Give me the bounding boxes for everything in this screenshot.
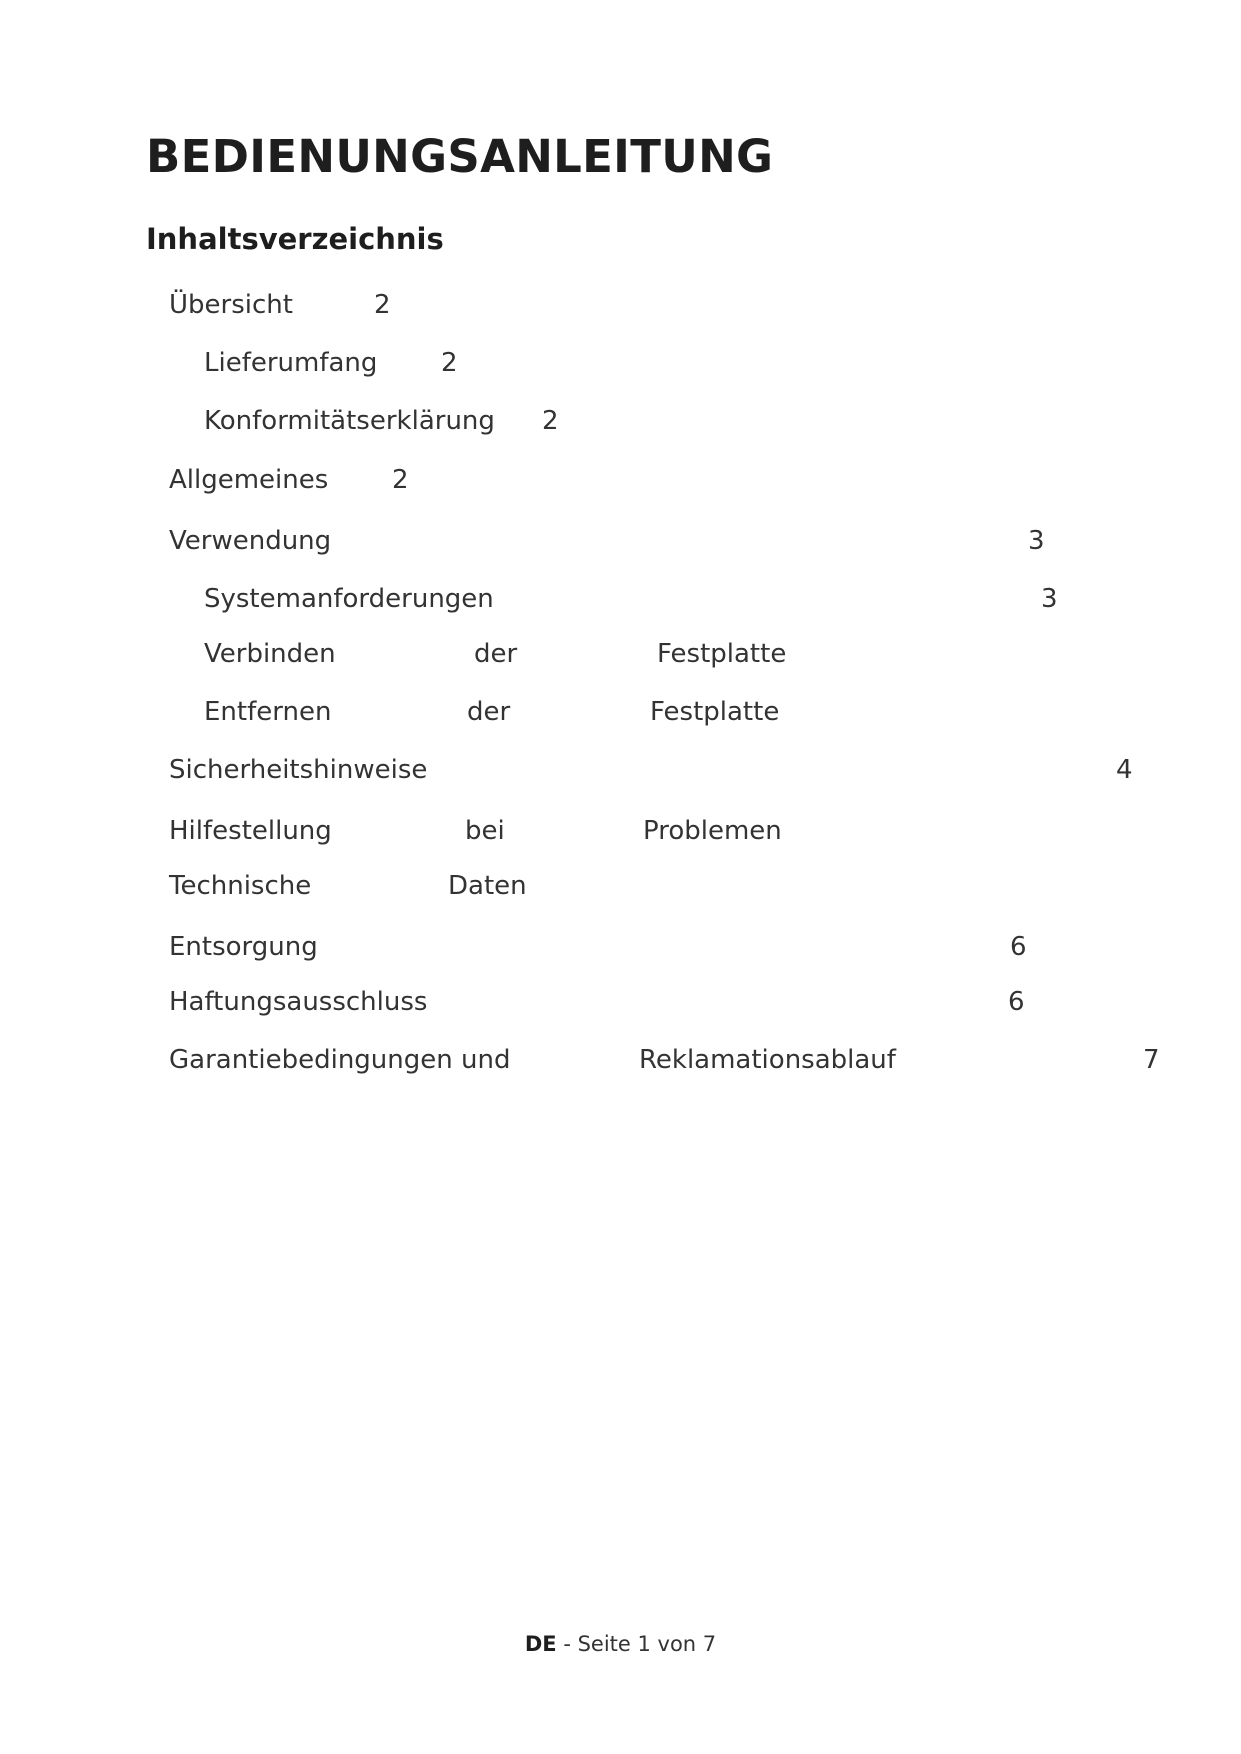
toc-entry-text: Verbinden (204, 639, 336, 669)
page-footer (0, 1632, 1241, 1656)
toc-entry-text: Systemanforderungen (204, 584, 494, 614)
language-code: DE (524, 1632, 557, 1656)
toc-entry-text: Problemen (643, 816, 782, 846)
toc-entry-text: Technische (169, 871, 312, 901)
toc-entry-text: der (474, 639, 518, 669)
toc-entry-text: Haftungsausschluss (169, 987, 428, 1017)
toc-entry-text: Reklamationsablauf (639, 1045, 896, 1075)
toc-page-number: 2 (374, 290, 391, 320)
toc-entry-text: Festplatte (657, 639, 787, 669)
toc-entry-text: Entfernen (204, 697, 332, 727)
toc-page-number: 7 (1143, 1045, 1160, 1075)
toc-page-number: 3 (1028, 526, 1045, 556)
toc-page-number: 6 (1010, 932, 1027, 962)
toc-entry-text: Lieferumfang (204, 348, 378, 378)
page-indicator: - Seite 1 von 7 (556, 1632, 717, 1656)
toc-page-number: 2 (392, 465, 409, 495)
toc-entry-text: Entsorgung (169, 932, 318, 962)
toc-entry-text: Konformitätserklärung (204, 406, 495, 436)
toc-entry-text: Hilfestellung (169, 816, 332, 846)
toc-page-number: 3 (1041, 584, 1058, 614)
page-title: BEDIENUNGSANLEITUNG (146, 130, 774, 183)
toc-entry-text: Garantiebedingungen und (169, 1045, 511, 1075)
toc-page-number: 2 (542, 406, 559, 436)
toc-entry-text: Allgemeines (169, 465, 329, 495)
toc-page-number: 4 (1116, 755, 1133, 785)
toc-entry-text: Festplatte (650, 697, 780, 727)
toc-entry-text: bei (465, 816, 505, 846)
toc-entry-text: Verwendung (169, 526, 332, 556)
toc-entry-text: Daten (448, 871, 527, 901)
toc-heading: Inhaltsverzeichnis (146, 222, 444, 256)
toc-entry-text: Sicherheitshinweise (169, 755, 428, 785)
toc-page-number: 2 (441, 348, 458, 378)
toc-entry-text: Übersicht (169, 290, 293, 320)
toc-page-number: 6 (1008, 987, 1025, 1017)
toc-entry-text: der (467, 697, 511, 727)
